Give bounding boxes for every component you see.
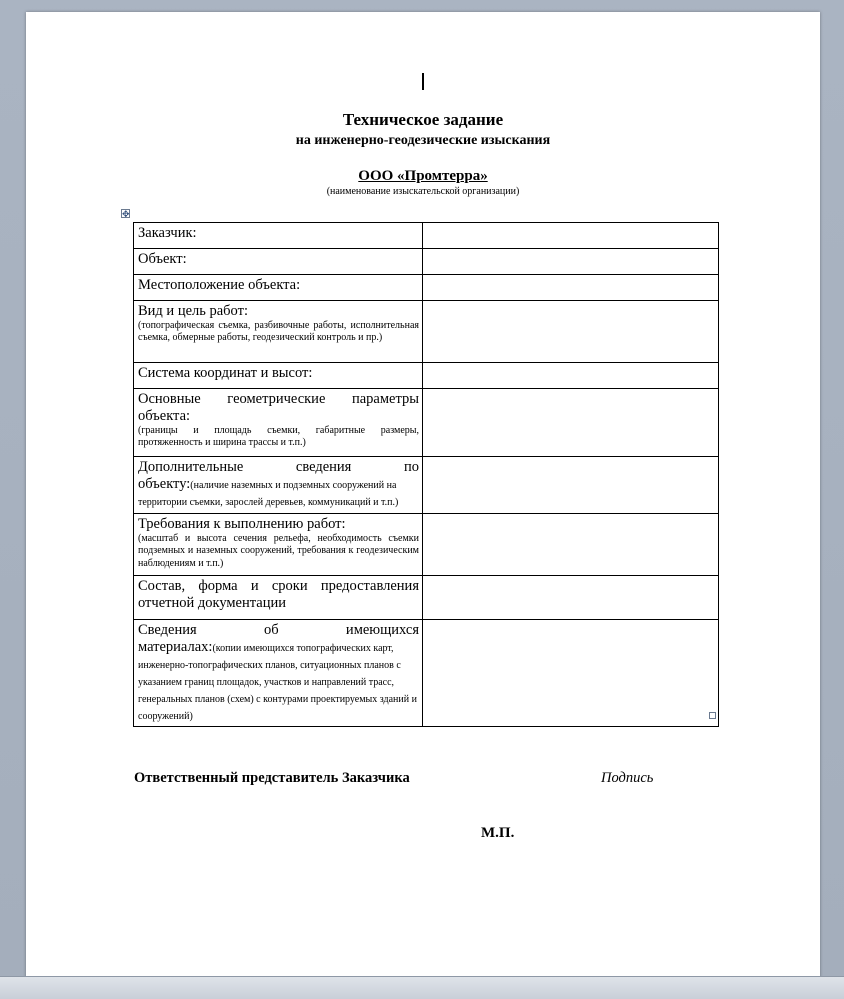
row-label: Заказчик: <box>138 225 197 241</box>
row-label-cell[interactable] <box>134 249 423 275</box>
table-row <box>134 363 719 389</box>
row-label-continued: объекту: <box>138 476 191 492</box>
organization-name: ООО «Промтерра» <box>358 168 488 184</box>
table-row <box>134 223 719 249</box>
row-note: (наличие наземных и подземных сооружений на территории съемки, зарослей деревьев, коммуникаций и т.п.) <box>138 480 399 508</box>
row-note: (топографическая съемка, разбивочные работы, исполнительная съемка, обмерные работы, геодезический контроль и пр.) <box>138 320 419 344</box>
row-value-cell[interactable] <box>423 249 719 275</box>
signature-label: Ответственный представитель Заказчика <box>134 770 410 786</box>
row-label-cell[interactable] <box>134 275 423 301</box>
row-label: Основные геометрические параметры объекта: <box>138 391 419 424</box>
row-note: (масштаб и высота сечения рельефа, необходимость съемки подземных и наземных сооружений, требования к геодезическим наблюдениям и т.п.) <box>138 533 419 569</box>
row-label-cell[interactable] <box>134 620 423 727</box>
row-value-cell[interactable] <box>423 363 719 389</box>
row-value-cell[interactable] <box>423 389 719 457</box>
row-value-cell[interactable] <box>423 457 719 514</box>
row-value-cell[interactable] <box>423 223 719 249</box>
row-value-cell[interactable] <box>423 514 719 576</box>
row-value-cell[interactable] <box>423 275 719 301</box>
stamp-label: М.П. <box>481 825 515 841</box>
table-resize-icon[interactable] <box>709 712 716 719</box>
table-row <box>134 389 719 457</box>
row-label-cell[interactable] <box>134 301 423 363</box>
row-note: (копии имеющихся топографических карт, инженерно-топографических планов, ситуационных планов с указанием границ площадок, участков и направлений трасс, генеральных планов (схем) с контурами проектируемых зданий и сооружений) <box>138 643 417 722</box>
row-label-cell[interactable] <box>134 389 423 457</box>
row-label-cell[interactable] <box>134 457 423 514</box>
row-label: Объект: <box>138 251 187 267</box>
row-label-cell[interactable] <box>134 223 423 249</box>
table-row <box>134 275 719 301</box>
row-label: Система координат и высот: <box>138 365 313 381</box>
row-note: (границы и площадь съемки, габаритные размеры, протяженность и ширина трассы и т.п.) <box>138 425 419 449</box>
horizontal-scrollbar[interactable] <box>0 976 844 999</box>
table-row <box>134 576 719 620</box>
document-subtitle: на инженерно-геодезические изыскания <box>295 133 551 148</box>
document-title: Техническое задание <box>342 110 504 129</box>
signature-sign: Подпись <box>601 770 654 786</box>
requirements-table <box>133 222 719 727</box>
row-label: Требования к выполнению работ: <box>138 516 346 532</box>
document-page[interactable] <box>26 12 820 978</box>
table-row <box>134 620 719 727</box>
row-label-continued: материалах: <box>138 639 213 655</box>
row-label-cell[interactable] <box>134 514 423 576</box>
row-value-cell[interactable] <box>423 576 719 620</box>
row-value-cell[interactable] <box>423 620 719 727</box>
table-row <box>134 301 719 363</box>
table-move-icon[interactable]: ✥ <box>122 209 130 219</box>
table-row <box>134 457 719 514</box>
row-label: Дополнительные сведения по <box>138 459 419 475</box>
row-label-cell[interactable] <box>134 363 423 389</box>
table-row <box>134 514 719 576</box>
organization-note: (наименование изыскательской организации) <box>326 186 520 197</box>
row-label: Состав, форма и сроки предоставления отчетной документации <box>138 578 419 611</box>
row-label: Вид и цель работ: <box>138 303 248 319</box>
row-label-cell[interactable] <box>134 576 423 620</box>
row-label: Сведения об имеющихся <box>138 622 419 638</box>
table-row <box>134 249 719 275</box>
row-value-cell[interactable] <box>423 301 719 363</box>
text-cursor <box>422 73 424 90</box>
row-label: Местоположение объекта: <box>138 277 301 293</box>
